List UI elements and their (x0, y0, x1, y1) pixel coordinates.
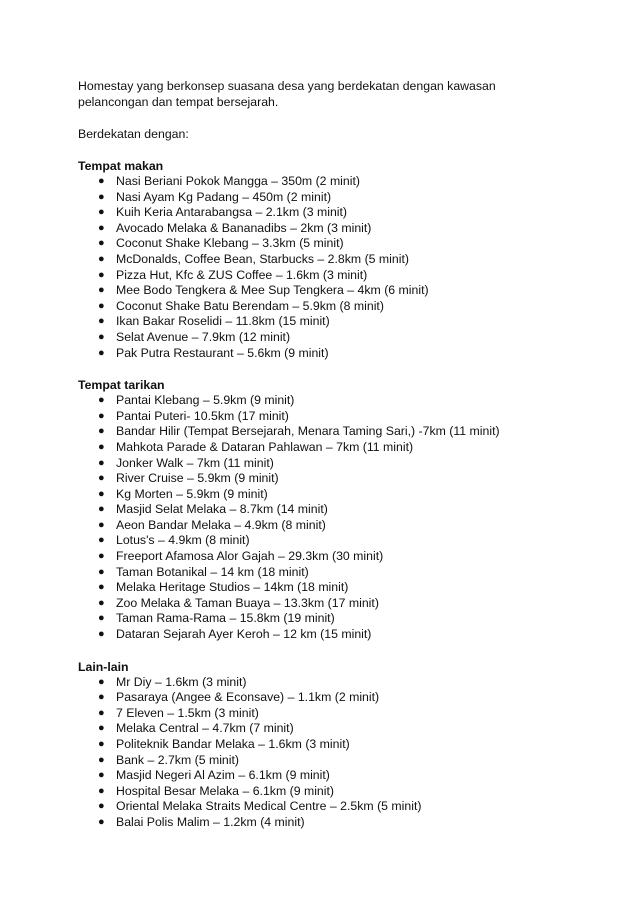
list-item-text: Taman Rama-Rama – 15.8km (19 minit) (116, 611, 335, 626)
list-item (78, 721, 618, 737)
list-item-text: Coconut Shake Klebang – 3.3km (5 minit) (116, 236, 344, 251)
list-item (78, 675, 618, 691)
list-item (78, 471, 618, 487)
list-item (78, 393, 618, 409)
bullet-icon: ● (98, 425, 105, 438)
list-item (78, 252, 618, 268)
list-item (78, 596, 618, 612)
list-item-text: McDonalds, Coffee Bean, Starbucks – 2.8km (5 minit) (116, 251, 409, 266)
list-item-text: Balai Polis Malim – 1.2km (4 minit) (116, 814, 305, 829)
list-item (78, 753, 618, 769)
bullet-icon: ● (98, 534, 105, 547)
list-item (78, 190, 618, 206)
bullet-icon: ● (98, 409, 105, 422)
bullet-icon: ● (98, 284, 105, 297)
list-item (78, 424, 618, 440)
list-item-text: Selat Avenue – 7.9km (12 minit) (116, 329, 291, 344)
list-item-text: Zoo Melaka & Taman Buaya – 13.3km (17 minit) (116, 595, 379, 610)
list-item-text: Aeon Bandar Melaka – 4.9km (8 minit) (116, 517, 326, 532)
section-tempat-tarikan (78, 377, 618, 643)
nearby-heading: Berdekatan dengan: (78, 127, 189, 141)
sections-container (78, 158, 618, 831)
list-item-text: Dataran Sejarah Ayer Keroh – 12 km (15 minit) (116, 627, 372, 642)
list-item (78, 737, 618, 753)
bullet-list (78, 393, 618, 643)
list-item-text: Pak Putra Restaurant – 5.6km (9 minit) (116, 345, 329, 360)
list-item-text: Masjid Selat Melaka – 8.7km (14 minit) (116, 502, 328, 517)
list-item-text: Taman Botanikal – 14 km (18 minit) (116, 564, 309, 579)
list-item-text: Bank – 2.7km (5 minit) (116, 752, 240, 767)
list-item (78, 784, 618, 800)
bullet-icon: ● (98, 769, 105, 782)
list-item (78, 409, 618, 425)
list-item (78, 299, 618, 315)
list-item (78, 690, 618, 706)
bullet-icon: ● (98, 550, 105, 563)
list-item-text: Coconut Shake Batu Berendam – 5.9km (8 minit) (116, 298, 384, 313)
list-item-text: Kuih Keria Antarabangsa – 2.1km (3 minit) (116, 205, 348, 220)
list-item (78, 815, 618, 831)
bullet-icon: ● (98, 581, 105, 594)
bullet-icon: ● (98, 268, 105, 281)
list-item-text: Lotus's – 4.9km (8 minit) (116, 533, 250, 548)
section-lain-lain (78, 659, 618, 831)
list-item-text: Bandar Hilir (Tempat Bersejarah, Menara Taming Sari,) -7km (11 minit) (116, 424, 500, 439)
list-item-text: Pantai Puteri- 10.5km (17 minit) (116, 408, 289, 423)
list-item-text: Mee Bodo Tengkera & Mee Sup Tengkera – 4km (6 minit) (116, 283, 429, 298)
list-item (78, 549, 618, 565)
list-item-text: Kg Morten – 5.9km (9 minit) (116, 486, 268, 501)
list-item-text: Melaka Heritage Studios – 14km (18 minit) (116, 580, 349, 595)
bullet-list (78, 174, 618, 361)
bullet-icon: ● (98, 784, 105, 797)
list-item (78, 706, 618, 722)
list-item (78, 502, 618, 518)
list-item-text: Pizza Hut, Kfc & ZUS Coffee – 1.6km (3 minit) (116, 267, 368, 282)
bullet-icon: ● (98, 456, 105, 469)
bullet-icon: ● (98, 299, 105, 312)
list-item-text: Masjid Negeri Al Azim – 6.1km (9 minit) (116, 768, 330, 783)
bullet-icon: ● (98, 315, 105, 328)
bullet-icon: ● (98, 691, 105, 704)
list-item (78, 518, 618, 534)
bullet-icon: ● (98, 706, 105, 719)
list-item-text: Ikan Bakar Roselidi – 11.8km (15 minit) (116, 314, 330, 329)
list-item-text: Jonker Walk – 7km (11 minit) (116, 455, 274, 470)
bullet-icon: ● (98, 503, 105, 516)
list-item (78, 314, 618, 330)
list-item-text: Hospital Besar Melaka – 6.1km (9 minit) (116, 783, 335, 798)
list-item-text: Mr Diy – 1.6km (3 minit) (116, 674, 247, 689)
list-item-text: Pantai Klebang – 5.9km (9 minit) (116, 393, 295, 408)
bullet-icon: ● (98, 472, 105, 485)
list-item (78, 268, 618, 284)
bullet-icon: ● (98, 815, 105, 828)
list-item-text: Nasi Ayam Kg Padang – 450m (2 minit) (116, 189, 332, 204)
list-item (78, 221, 618, 237)
list-item (78, 533, 618, 549)
bullet-icon: ● (98, 487, 105, 500)
list-item-text: Avocado Melaka & Bananadibs – 2km (3 minit) (116, 220, 372, 235)
bullet-icon: ● (98, 612, 105, 625)
list-item (78, 487, 618, 503)
bullet-icon: ● (98, 518, 105, 531)
bullet-icon: ● (98, 722, 105, 735)
bullet-icon: ● (98, 175, 105, 187)
section-tempat-makan (78, 158, 618, 361)
list-item (78, 174, 618, 190)
list-item (78, 456, 618, 472)
bullet-icon: ● (98, 346, 105, 359)
list-item (78, 627, 618, 643)
list-item (78, 236, 618, 252)
bullet-icon: ● (98, 394, 105, 407)
bullet-icon: ● (98, 221, 105, 234)
list-item-text: Mahkota Parade & Dataran Pahlawan – 7km (11 minit) (116, 439, 414, 454)
bullet-icon: ● (98, 628, 105, 641)
bullet-icon: ● (98, 596, 105, 609)
section-title: Tempat makan (78, 159, 164, 173)
section-title: Tempat tarikan (78, 378, 165, 393)
list-item (78, 611, 618, 627)
list-item (78, 283, 618, 299)
list-item-text: Oriental Melaka Straits Medical Centre – 2.5km (5 minit) (116, 799, 422, 814)
bullet-icon: ● (98, 206, 105, 219)
bullet-icon: ● (98, 190, 105, 203)
document-page (78, 78, 618, 831)
bullet-icon: ● (98, 330, 105, 343)
bullet-icon: ● (98, 252, 105, 265)
list-item (78, 440, 618, 456)
bullet-icon: ● (98, 565, 105, 578)
list-item (78, 205, 618, 221)
list-item (78, 330, 618, 346)
list-item-text: Freeport Afamosa Alor Gajah – 29.3km (30 minit) (116, 549, 384, 564)
bullet-icon: ● (98, 440, 105, 453)
list-item (78, 799, 618, 815)
bullet-icon: ● (98, 675, 105, 688)
bullet-icon: ● (98, 753, 105, 766)
list-item-text: 7 Eleven – 1.5km (3 minit) (116, 705, 259, 720)
bullet-list (78, 675, 618, 831)
list-item-text: Politeknik Bandar Melaka – 1.6km (3 minit) (116, 737, 350, 751)
list-item-text: River Cruise – 5.9km (9 minit) (116, 471, 279, 486)
list-item (78, 768, 618, 784)
section-title: Lain-lain (78, 659, 129, 674)
bullet-icon: ● (98, 800, 105, 813)
list-item-text: Pasaraya (Angee & Econsave) – 1.1km (2 minit) (116, 690, 380, 705)
bullet-icon: ● (98, 738, 105, 750)
list-item-text: Nasi Beriani Pokok Mangga – 350m (2 minit) (116, 174, 360, 188)
list-item (78, 580, 618, 596)
intro-paragraph: Homestay yang berkonsep suasana desa yang berdekatan dengan kawasan pelancongan dan tempat bersejarah. (78, 79, 496, 109)
list-item-text: Melaka Central – 4.7km (7 minit) (116, 721, 294, 736)
bullet-icon: ● (98, 237, 105, 250)
list-item (78, 346, 618, 362)
list-item (78, 565, 618, 581)
